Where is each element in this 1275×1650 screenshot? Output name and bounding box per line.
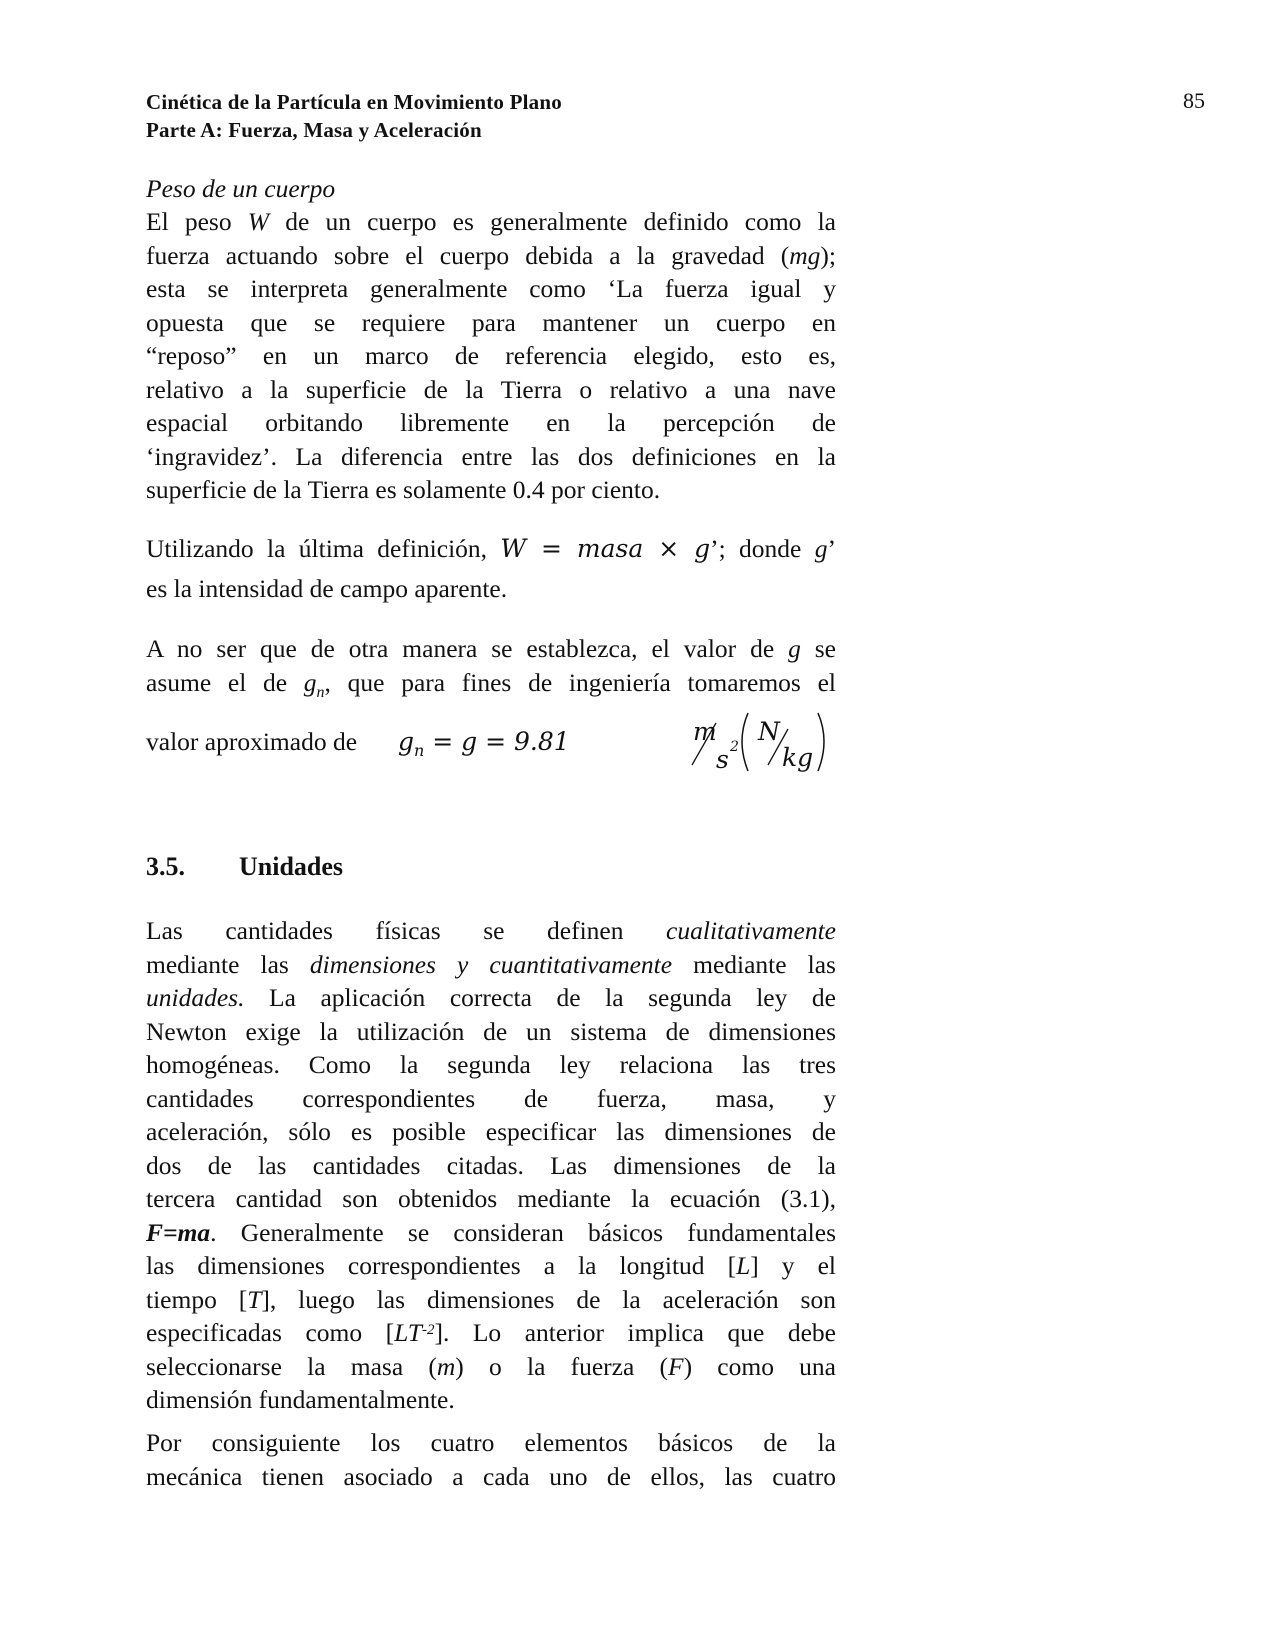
text-run: m	[436, 1351, 456, 1381]
text-run: aceleración, sólo es posible especificar las dimensiones de	[146, 1117, 836, 1146]
text-run: se	[800, 634, 836, 663]
text-line	[146, 205, 836, 239]
text-run: ]. Lo anterior implica que debe	[434, 1318, 836, 1347]
units-paragraph-2	[146, 1426, 836, 1493]
text-line	[146, 1015, 836, 1049]
text-run: g	[788, 634, 801, 663]
text-run: El peso	[146, 207, 248, 236]
text-line	[146, 1182, 836, 1216]
unit-numerator: m	[693, 717, 717, 746]
text-line	[146, 1149, 836, 1183]
math-var: g	[398, 727, 415, 756]
text-run: );	[820, 240, 836, 270]
text-run: esta se interpreta generalmente como ‘La fuerza igual y	[146, 274, 836, 303]
text-run: relativo a la superficie de la Tierra o relativo a una nave	[146, 374, 836, 404]
text-line	[146, 948, 836, 982]
unit-denominator: kg	[782, 743, 814, 772]
text-run: mg	[789, 240, 821, 270]
text-line	[146, 1249, 836, 1283]
text-run: dimensiones y cuantitativamente	[309, 949, 673, 979]
units-paragraph	[146, 914, 836, 1417]
text-run: ) como una	[683, 1351, 836, 1381]
gravity-equation	[398, 727, 570, 760]
text-run: superficie de la Tierra es solamente 0.4 por ciento.	[146, 475, 661, 504]
unit-exponent: 2	[730, 739, 739, 755]
unit-numerator: N	[758, 717, 780, 746]
text-run: L	[736, 1251, 751, 1280]
page-number: 85	[1183, 88, 1205, 113]
text-run: LT	[394, 1318, 422, 1347]
running-header-title: Cinética de la Partícula en Movimiento Plano	[146, 90, 562, 114]
text-run: ’; donde	[710, 534, 815, 563]
text-run: , que para fines de ingeniería tomaremos el	[324, 667, 836, 697]
text-line: mecánica tienen asociado a cada uno de ellos, las cuatro	[146, 1461, 836, 1491]
text-line	[146, 473, 836, 507]
text-run: cualitativamente	[666, 916, 836, 945]
text-run: Utilizando la última definición,	[146, 534, 501, 563]
text-run: ] y el	[750, 1251, 836, 1280]
weight-paragraph	[146, 205, 836, 507]
unit-denominator: s	[716, 745, 729, 774]
text-run: ‘ingravidez’. La diferencia entre las dos definiciones en la	[146, 441, 836, 471]
text-line	[146, 272, 836, 306]
text-run: las dimensiones correspondientes a la longitud [	[146, 1251, 737, 1280]
text-line: es la intensidad de campo aparente.	[146, 573, 508, 603]
text-run: de un cuerpo es generalmente definido como la	[269, 207, 836, 236]
section-heading	[146, 852, 343, 882]
text-line	[146, 1383, 836, 1417]
text-run: valor aproximado de	[146, 727, 358, 756]
text-run: homogéneas. Como la segunda ley relaciona las tres	[146, 1050, 836, 1079]
text-run: -2	[421, 1322, 435, 1338]
text-line	[146, 1216, 836, 1250]
text-line	[146, 914, 836, 948]
weight-subtitle: Peso de un cuerpo	[146, 174, 336, 203]
text-run: “reposo” en un marco de referencia elegido, esto es,	[146, 341, 836, 370]
text-run: mediante las	[672, 949, 836, 979]
weight-formula: W = masa × g	[500, 534, 711, 563]
text-line	[146, 406, 836, 440]
text-line	[146, 373, 836, 407]
text-run: F=ma	[146, 1217, 211, 1247]
text-run: La aplicación correcta de la segunda ley de	[244, 983, 836, 1012]
text-run: espacial orbitando libremente en la percepción de	[146, 408, 836, 437]
text-run: seleccionarse la masa (	[146, 1351, 437, 1381]
text-run: opuesta que se requiere para mantener un cuerpo en	[146, 307, 836, 337]
text-run: especificadas como [	[146, 1318, 395, 1347]
text-line	[146, 1350, 836, 1384]
text-line: Por consiguiente los cuatro elementos básicos de la	[146, 1428, 836, 1457]
text-run: Las cantidades físicas se definen	[146, 916, 667, 945]
text-run: F	[668, 1351, 684, 1381]
text-run: g	[814, 534, 828, 563]
weight-paragraph-3	[146, 632, 836, 709]
text-line	[146, 306, 836, 340]
gravity-equation-line	[146, 707, 846, 777]
text-run: A no ser que de otra manera se establezca, el valor de	[146, 634, 789, 663]
text-run: unidades.	[146, 983, 245, 1012]
math-sub: n	[414, 741, 425, 760]
text-line	[146, 1048, 836, 1082]
text-line	[146, 339, 836, 373]
text-run: dos de las cantidades citadas. Las dimensiones de la	[146, 1150, 836, 1180]
text-run: ’	[827, 534, 836, 563]
text-run: tiempo [	[146, 1284, 248, 1314]
text-run: fuerza actuando sobre el cuerpo debida a la gravedad (	[146, 240, 790, 270]
text-run: dimensión fundamentalmente.	[146, 1385, 455, 1414]
text-line	[146, 1283, 836, 1317]
text-line	[146, 239, 836, 273]
section-title: Unidades	[239, 852, 344, 881]
text-run: W	[247, 207, 270, 236]
text-run: ) o la fuerza (	[455, 1351, 669, 1381]
text-run: cantidades correspondientes de fuerza, masa, y	[146, 1083, 836, 1113]
text-run: Newton exige la utilización de un sistema de dimensiones	[146, 1016, 836, 1046]
text-line	[146, 440, 836, 474]
text-run: tercera cantidad son obtenidos mediante la ecuación (3.1),	[146, 1184, 836, 1213]
math-expr: = g = 9.81	[424, 727, 570, 756]
text-line	[146, 1316, 836, 1350]
section-number: 3.5.	[146, 852, 185, 881]
text-run: T	[247, 1284, 262, 1314]
text-line	[146, 981, 836, 1015]
text-run: ], luego las dimensiones de la aceleración son	[261, 1284, 836, 1314]
text-run: . Generalmente se consideran básicos fundamentales	[210, 1217, 836, 1247]
text-run: g	[303, 667, 317, 697]
weight-paragraph-2	[146, 532, 836, 605]
running-header-subtitle: Parte A: Fuerza, Masa y Aceleración	[146, 118, 482, 142]
text-run: asume el de	[146, 667, 304, 697]
text-run: mediante las	[146, 949, 310, 979]
text-run: n	[316, 683, 325, 701]
text-line	[146, 1082, 836, 1116]
text-line	[146, 1115, 836, 1149]
